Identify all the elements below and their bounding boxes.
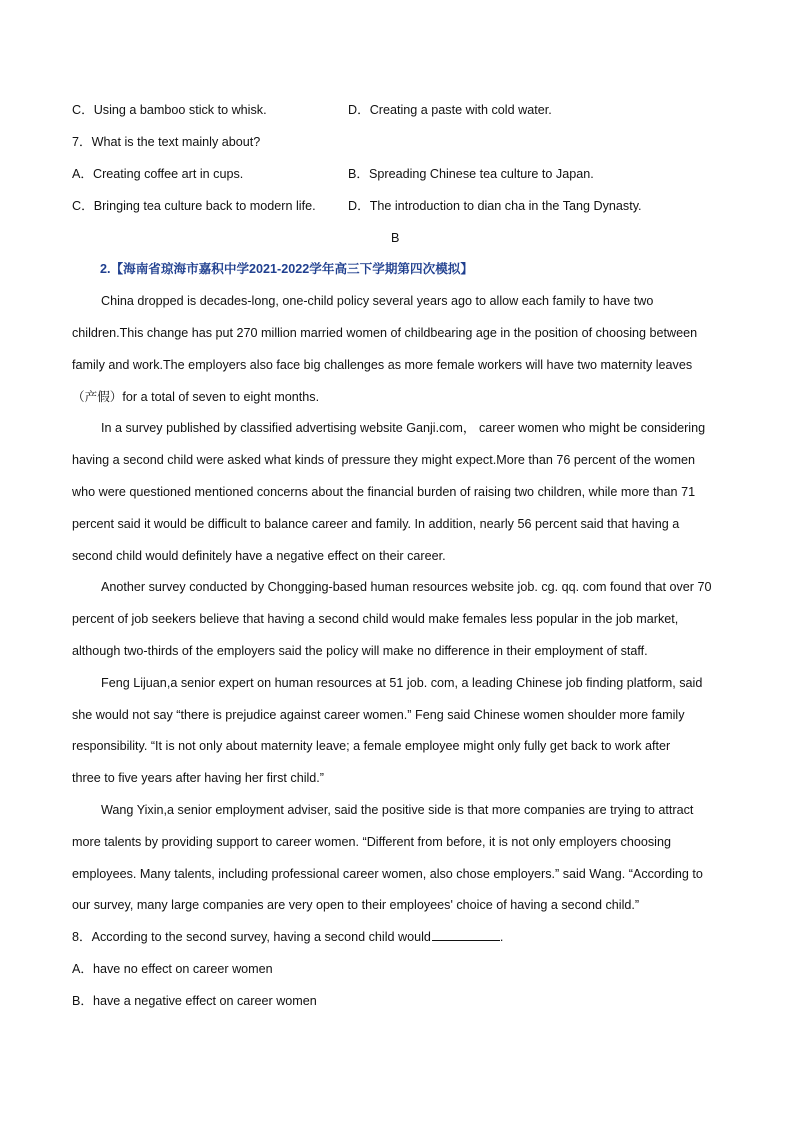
passage-line: our survey, many large companies are very open to their employees' choice of having a second child.” [72,898,640,912]
answer-blank[interactable] [432,928,500,941]
q7-option-c[interactable]: C．Bringing tea culture back to modern life. [72,199,316,213]
passage-line: （产假）for a total of seven to eight months. [72,390,320,404]
q8-option-b[interactable]: B．have a negative effect on career women [72,994,317,1008]
q7-option-d[interactable]: D．The introduction to dian cha in the Tang Dynasty. [348,199,642,213]
q8-stem: 8．According to the second survey, having a second child would [72,930,431,944]
passage-line: Another survey conducted by Chongging-based human resources website job. cg. qq. com found that over 70 [101,580,712,594]
passage-line: she would not say “there is prejudice against career women.” Feng said Chinese women shoulder more family [72,708,685,722]
q7-stem: 7．What is the text mainly about? [72,135,261,149]
passage-line: percent of job seekers believe that having a second child would make females less popular in the job market, [72,612,679,626]
passage-line: Wang Yixin,a senior employment adviser, said the positive side is that more companies are trying to attract [101,803,694,817]
passage-line: employees. Many talents, including professional career women, also chose employers.” said Wang. “According to [72,867,703,881]
passage-line: percent said it would be difficult to balance career and family. In addition, nearly 56 percent said that having a [72,517,680,531]
passage-line: children.This change has put 270 million married women of childbearing age in the position of choosing between [72,326,698,340]
passage-line: three to five years after having her first child.” [72,771,324,785]
passage-line: In a survey published by classified advertising website Ganji.com， career women who might be considering [101,421,706,435]
passage-line: having a second child were asked what kinds of pressure they might expect.More than 76 percent of the women [72,453,696,467]
passage-line: responsibility. “It is not only about maternity leave; a female employee might only fully get back to work after [72,739,671,753]
passage-title: 2.【海南省琼海市嘉积中学2021-2022学年高三下学期第四次模拟】 [100,262,473,276]
q8-stem-line [72,928,503,946]
passage-line: more talents by providing support to career women. “Different from before, it is not only employers choosing [72,835,671,849]
passage-line: family and work.The employers also face big challenges as more female workers will have two maternity leaves [72,358,693,372]
q6-option-d[interactable]: D．Creating a paste with cold water. [348,103,552,117]
section-label: B [391,231,400,245]
passage-line: although two-thirds of the employers said the policy will make no difference in their employment of staff. [72,644,648,658]
q8-option-a[interactable]: A．have no effect on career women [72,962,273,976]
q7-option-b[interactable]: B．Spreading Chinese tea culture to Japan. [348,167,594,181]
passage-line: China dropped is decades-long, one-child policy several years ago to allow each family to have two [101,294,654,308]
passage-line: second child would definitely have a negative effect on their career. [72,549,446,563]
q7-option-a[interactable]: A．Creating coffee art in cups. [72,167,244,181]
q8-stem-end: . [499,930,504,944]
passage-line: who were questioned mentioned concerns about the financial burden of raising two children, while more than 71 [72,485,696,499]
q6-option-c[interactable]: C．Using a bamboo stick to whisk. [72,103,267,117]
passage-line: Feng Lijuan,a senior expert on human resources at 51 job. com, a leading Chinese job finding platform, said [101,676,703,690]
